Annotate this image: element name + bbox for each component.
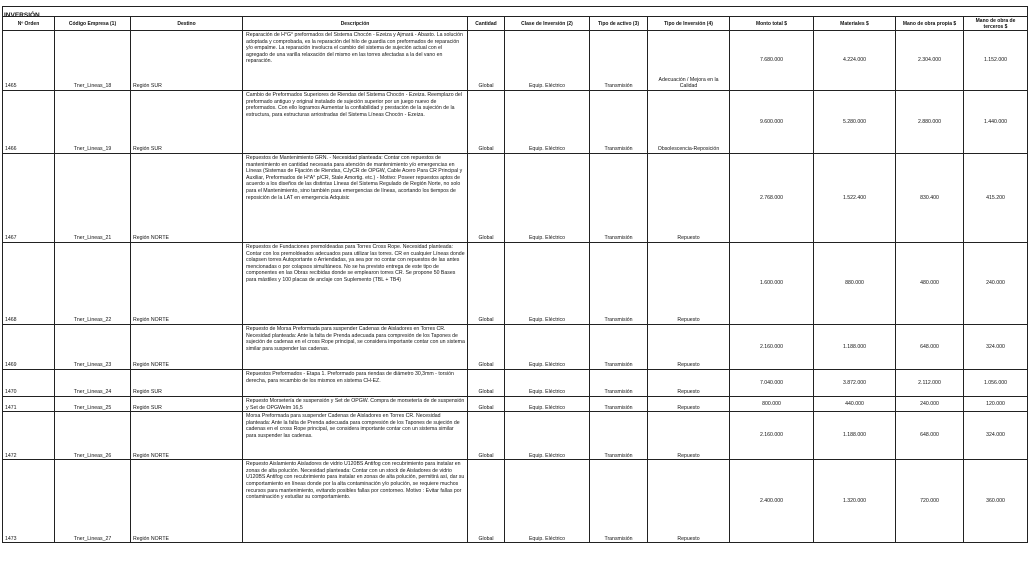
cell-clase: Equip. Eléctrico — [505, 325, 590, 370]
cell-cantidad: Global — [468, 154, 505, 243]
cell-destino: Región NORTE — [131, 154, 243, 243]
cell-destino: Región NORTE — [131, 460, 243, 543]
cell-tipo-activo: Transmisión — [590, 243, 648, 325]
cell-materiales: 5.280.000 — [814, 91, 896, 154]
cell-descripcion: Repuestos de Fundaciones premoldeadas para Torres Cross Rope. Necesidad planteada: Contar con los premoldeados adecuados para utilizar las torres. CR en cualquier Líneas donde colapsen torres Autoportante o Arriendadas, ya sea por no contar con repuestos de las antes mencionadas o por colapsos simultáneos. No se ha previsto entrega de este tipo de componentes en las Obras recibidas donde se emplearon torres CR. Se propone 50 Bases para mástiles y 100 placas de anclaje con Suplemento (TBL + TB4) — [243, 243, 468, 325]
cell-destino: Región SUR — [131, 91, 243, 154]
cell-descripcion: Repuesto de Morsa Preformada para suspender Cadenas de Aisladores en Torres CR. Necesidad planteada: Ante la falta de Prenda adecuada para compresión de los Tapones de sujeción de cadenas en el cross Rope principal, se considera importante contar con un sistema similar para suspender las cadenas. — [243, 325, 468, 370]
cell-tipo-activo: Transmisión — [590, 397, 648, 412]
table-row — [3, 31, 1028, 91]
cell-materiales: 3.872.000 — [814, 370, 896, 397]
table-row — [3, 460, 1028, 543]
cell-mano-obra: 2.880.000 — [896, 91, 964, 154]
cell-n-orden: 1472 — [3, 412, 55, 460]
cell-mano-terceros: 415.200 — [964, 154, 1028, 243]
cell-clase: Equip. Eléctrico — [505, 91, 590, 154]
cell-tipo-inversion: Repuesto — [648, 370, 730, 397]
cell-monto-total: 2.160.000 — [730, 325, 814, 370]
cell-descripcion: Repuesto Morsetería de suspensión y Set de OPGW. Compra de morsetería de de suspensión y Set de OPGWelm 16,5 — [243, 397, 468, 412]
header-cantidad: Cantidad — [468, 17, 505, 31]
cell-codigo: Tner_Lineas_18 — [55, 31, 131, 91]
cell-tipo-activo: Transmisión — [590, 91, 648, 154]
cell-monto-total: 800.000 — [730, 397, 814, 412]
cell-destino: Región SUR — [131, 397, 243, 412]
cell-mano-obra: 2.304.000 — [896, 31, 964, 91]
header-materiales: Materiales $ — [814, 17, 896, 31]
cell-n-orden: 1470 — [3, 370, 55, 397]
cell-materiales: 1.320.000 — [814, 460, 896, 543]
cell-materiales: 1.188.000 — [814, 412, 896, 460]
table-row — [3, 154, 1028, 243]
cell-tipo-activo: Transmisión — [590, 325, 648, 370]
cell-destino: Región SUR — [131, 31, 243, 91]
cell-monto-total: 2.160.000 — [730, 412, 814, 460]
cell-mano-terceros: 360.000 — [964, 460, 1028, 543]
cell-cantidad: Global — [468, 370, 505, 397]
header-mano-terceros: Mano de obra de terceros $ — [964, 17, 1028, 31]
cell-monto-total: 2.768.000 — [730, 154, 814, 243]
cell-tipo-inversion: Repuesto — [648, 412, 730, 460]
header-tipo-activo: Tipo de activo (3) — [590, 17, 648, 31]
cell-cantidad: Global — [468, 31, 505, 91]
cell-clase: Equip. Eléctrico — [505, 397, 590, 412]
cell-monto-total: 1.600.000 — [730, 243, 814, 325]
cell-materiales: 880.000 — [814, 243, 896, 325]
cell-descripcion: Reparación de H°G° preformados del Sistema Chocón - Ezeiza y Ajmará - Abasto. La solución adoptada y comprobada, es la reparación del hilo de guardia con preformados de reparación y/o empalme. La reparación involucra el cambio del sistema de sujeción actual con el agregado de una varilla relaxación del mismo en las torres afectadas a la del vano en reparación. — [243, 31, 468, 91]
cell-mano-obra: 480.000 — [896, 243, 964, 325]
cell-descripcion: Repuestos de Mantenimiento GRN. - Necesidad planteada: Contar con repuestos de mantenimiento en cantidad necesaria para atención de mantenimiento y/o emergencias en Líneas (Sistemas de Fijación de Riendas, CJyCR de OPGW, Cable Acero Para CR Principal y Auxiliar, Preformados de H°A° p/CR, Stale Amortig. etc.) - Motivo: Poseer repuestos aptos de acuerdo a los diseños de las distintas Líneas del Sistema Regulado de Región Norte, no solo para el Mantenimiento, sino también para emergencias de líneas, acortando los tiempos de reposición de la LAT en emergencia Adquisic — [243, 154, 468, 243]
table-row — [3, 397, 1028, 412]
cell-codigo: Tner_Lineas_21 — [55, 154, 131, 243]
header-codigo: Código Empresa (1) — [55, 17, 131, 31]
cell-tipo-inversion: Repuesto — [648, 154, 730, 243]
cell-n-orden: 1473 — [3, 460, 55, 543]
cell-codigo: Tner_Lineas_23 — [55, 325, 131, 370]
cell-clase: Equip. Eléctrico — [505, 243, 590, 325]
cell-clase: Equip. Eléctrico — [505, 370, 590, 397]
cell-destino: Región SUR — [131, 370, 243, 397]
cell-codigo: Tner_Lineas_25 — [55, 397, 131, 412]
cell-monto-total: 9.600.000 — [730, 91, 814, 154]
cell-cantidad: Global — [468, 397, 505, 412]
cell-tipo-activo: Transmisión — [590, 412, 648, 460]
cell-tipo-activo: Transmisión — [590, 370, 648, 397]
cell-monto-total: 7.680.000 — [730, 31, 814, 91]
cell-cantidad: Global — [468, 243, 505, 325]
title-row — [3, 7, 1028, 17]
cell-descripcion: Cambio de Preformados Superiores de Riendas del Sistema Chocón - Ezeiza. Reemplazo del preformado antiguo y original instalado de sujeción superior por un juego nuevo de preformados. Con ello logramos Aumentar la confiabilidad y prestación de la sujeción de la estructura, para estructuras arriostradas del Sistema Líneas Chocón - Ezeiza. — [243, 91, 468, 154]
cell-cantidad: Global — [468, 325, 505, 370]
header-row — [3, 17, 1028, 31]
cell-tipo-inversion: Repuesto — [648, 397, 730, 412]
cell-tipo-inversion: Repuesto — [648, 243, 730, 325]
cell-cantidad: Global — [468, 412, 505, 460]
cell-mano-terceros: 1.152.000 — [964, 31, 1028, 91]
cell-n-orden: 1465 — [3, 31, 55, 91]
cell-codigo: Tner_Lineas_19 — [55, 91, 131, 154]
cell-mano-obra: 2.112.000 — [896, 370, 964, 397]
cell-tipo-inversion: Obsolescencia-Reposición — [648, 91, 730, 154]
cell-descripcion: Repuesto Aislamiento Aisladores de vidrio U120BS Antifog con recubrimiento para instalar en zonas de alta polución. Necesidad planteada: Contar con un stock de Aisladores de vidrio U120BS Antifog con recubrimiento para instalar en zonas de alta polución, permitirá así, dar su comportamiento en líneas donde por la alta contaminación y/o polución, se requiere muchos recursos para mantenimiento, evitando posibles fallas por contorneo. Motivo : Evitar fallas por contaminación y estudiar su comportamiento. — [243, 460, 468, 543]
cell-descripcion: Morsa Preformada para suspender Cadenas de Aisladores en Torres CR. Necesidad planteada: Ante la falta de Prenda adecuada para compresión de los Tapones de sujeción de cadenas en el cross Rope principal, se considera importante contar con un sistema similar para suspender las cadenas. — [243, 412, 468, 460]
cell-clase: Equip. Eléctrico — [505, 154, 590, 243]
cell-mano-terceros: 1.440.000 — [964, 91, 1028, 154]
investment-table — [2, 6, 1028, 543]
cell-mano-obra: 648.000 — [896, 325, 964, 370]
table-row — [3, 325, 1028, 370]
cell-cantidad: Global — [468, 91, 505, 154]
cell-n-orden: 1471 — [3, 397, 55, 412]
cell-n-orden: 1467 — [3, 154, 55, 243]
cell-destino: Región NORTE — [131, 243, 243, 325]
cell-tipo-activo: Transmisión — [590, 460, 648, 543]
cell-descripcion: Repuestos Preformados - Etapa 1. Preformado para riendas de diámetro 30,3mm - torsión derecha, para recambio de los mismos en sistema CH-EZ. — [243, 370, 468, 397]
cell-tipo-inversion: Repuesto — [648, 325, 730, 370]
table-row — [3, 243, 1028, 325]
header-mano-obra: Mano de obra propia $ — [896, 17, 964, 31]
cell-tipo-activo: Transmisión — [590, 154, 648, 243]
header-destino: Destino — [131, 17, 243, 31]
cell-materiales: 4.224.000 — [814, 31, 896, 91]
cell-materiales: 1.522.400 — [814, 154, 896, 243]
cell-codigo: Tner_Lineas_26 — [55, 412, 131, 460]
table-row — [3, 412, 1028, 460]
cell-materiales: 440.000 — [814, 397, 896, 412]
cell-cantidad: Global — [468, 460, 505, 543]
section-title: INVERSIÓN — [4, 12, 40, 19]
cell-mano-obra: 240.000 — [896, 397, 964, 412]
cell-mano-obra: 720.000 — [896, 460, 964, 543]
cell-clase: Equip. Eléctrico — [505, 31, 590, 91]
cell-codigo: Tner_Lineas_27 — [55, 460, 131, 543]
header-monto-total: Monto total $ — [730, 17, 814, 31]
header-descripcion: Descripción — [243, 17, 468, 31]
cell-tipo-inversion: Repuesto — [648, 460, 730, 543]
cell-mano-terceros: 120.000 — [964, 397, 1028, 412]
cell-mano-obra: 830.400 — [896, 154, 964, 243]
cell-codigo: Tner_Lineas_24 — [55, 370, 131, 397]
cell-tipo-activo: Transmisión — [590, 31, 648, 91]
cell-n-orden: 1469 — [3, 325, 55, 370]
header-n-orden: Nº Orden — [3, 17, 55, 31]
table-row — [3, 370, 1028, 397]
cell-mano-terceros: 324.000 — [964, 325, 1028, 370]
cell-clase: Equip. Eléctrico — [505, 412, 590, 460]
cell-destino: Región NORTE — [131, 325, 243, 370]
header-clase: Clase de Inversión (2) — [505, 17, 590, 31]
cell-mano-obra: 648.000 — [896, 412, 964, 460]
cell-monto-total: 7.040.000 — [730, 370, 814, 397]
cell-materiales: 1.188.000 — [814, 325, 896, 370]
cell-n-orden: 1466 — [3, 91, 55, 154]
table-row — [3, 91, 1028, 154]
cell-mano-terceros: 1.056.000 — [964, 370, 1028, 397]
cell-mano-terceros: 240.000 — [964, 243, 1028, 325]
cell-destino: Región NORTE — [131, 412, 243, 460]
cell-tipo-inversion: Adecuación / Mejora en la Calidad — [648, 31, 730, 91]
cell-clase: Equip. Eléctrico — [505, 460, 590, 543]
cell-codigo: Tner_Lineas_22 — [55, 243, 131, 325]
cell-monto-total: 2.400.000 — [730, 460, 814, 543]
header-tipo-inversion: Tipo de Inversión (4) — [648, 17, 730, 31]
cell-n-orden: 1468 — [3, 243, 55, 325]
cell-mano-terceros: 324.000 — [964, 412, 1028, 460]
